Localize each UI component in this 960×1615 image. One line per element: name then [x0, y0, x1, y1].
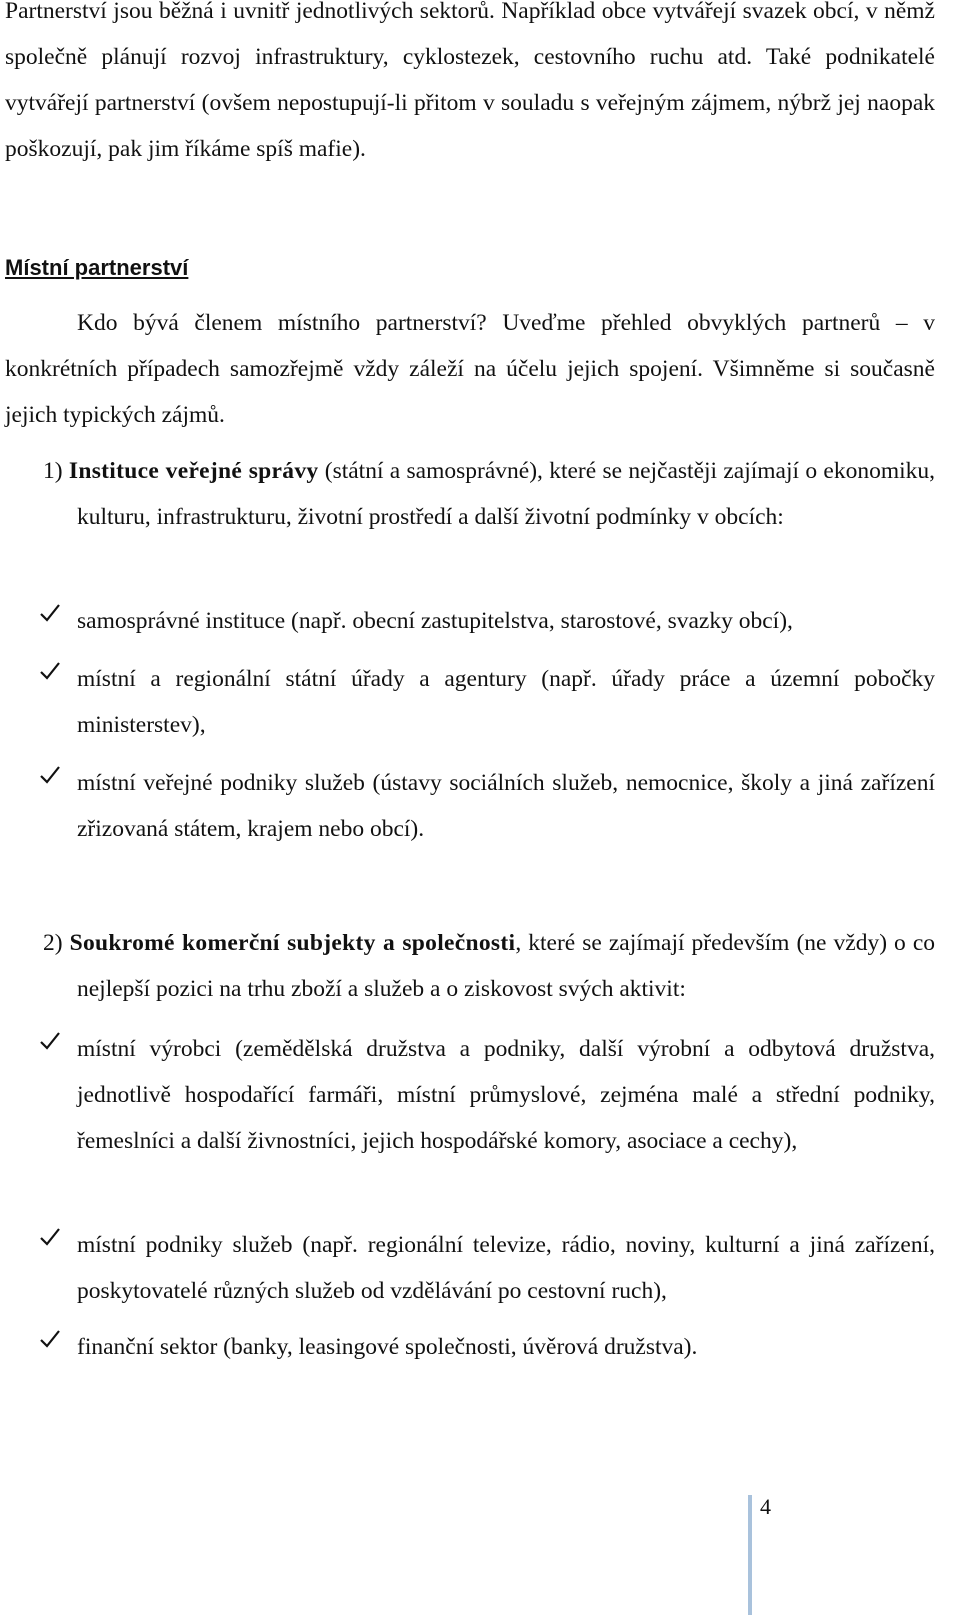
group1-list-item: [5, 598, 935, 644]
section-intro-paragraph: Kdo bývá členem místního partnerství? Uveďme přehled obvyklých partnerů – v konkrétních případech samozřejmě vždy záleží na účelu jejich spojení. Všimněme si současně jejich typických zájmů.: [5, 310, 935, 428]
group2-list-item: [5, 1026, 935, 1164]
check-icon: [39, 764, 61, 786]
group1-list-item-text: místní veřejné podniky služeb (ústavy sociálních služeb, nemocnice, školy a jiná zařízení zřizovaná státem, krajem nebo obcí).: [77, 770, 935, 842]
check-icon: [39, 660, 61, 682]
check-icon: [39, 1328, 61, 1350]
group2-text: , které se zajímají především (ne vždy) o co nejlepší pozici na trhu zboží a služeb a o ziskovost svých aktivit:: [77, 930, 936, 1002]
group2-list-item-text: místní výrobci (zemědělská družstva a podniky, další výrobní a odbytová družstva, jednotlivě hospodařící farmáři, místní průmyslové, zejména malé a střední podniky, řemeslníci a další živnostníci, jejich hospodářské komory, asociace a cechy),: [77, 1036, 935, 1154]
intro-paragraph: Partnerství jsou běžná i uvnitř jednotlivých sektorů. Například obce vytvářejí svazek obcí, v němž společně plánují rozvoj infrastruktury, cyklostezek, cestovního ruchu atd. Také podnikatelé vytvářejí partnerství (ovšem nepostupují-li přitom v souladu s veřejným zájmem, nýbrž jej naopak poškozují, pak jim říkáme spíš mafie).: [5, 0, 935, 162]
footer-divider: [748, 1495, 752, 1615]
check-icon: [39, 1226, 61, 1248]
group2-list-item-text: místní podniky služeb (např. regionální televize, rádio, noviny, kulturní a jiná zařízení, poskytovatelé různých služeb od vzdělávání po cestovní ruch),: [77, 1232, 935, 1304]
group2-list-item: [5, 1324, 935, 1370]
group1-heading-paragraph: [5, 448, 935, 540]
group1-text: (státní a samosprávné), které se nejčastěji zajímají o ekonomiku, kulturu, infrastrukturu, životní prostředí a další životní podmínky v obcích:: [77, 458, 936, 530]
group2-title: Soukromé komerční subjekty a společnosti: [69, 930, 516, 956]
group2-number: 2): [43, 930, 63, 956]
group1-list-item-text: místní a regionální státní úřady a agentury (např. úřady práce a územní pobočky ministerstev),: [77, 666, 935, 738]
group1-number: 1): [43, 458, 63, 484]
group1-list-item: [5, 760, 935, 852]
group1-list-item-text: samosprávné instituce (např. obecní zastupitelstva, starostové, svazky obcí),: [77, 608, 793, 634]
group2-heading-paragraph: [5, 920, 935, 1012]
page-number: 4: [760, 1494, 771, 1519]
group2-list-item-text: finanční sektor (banky, leasingové společnosti, úvěrová družstva).: [77, 1334, 698, 1360]
group1-title: Instituce veřejné správy: [68, 458, 319, 484]
check-icon: [39, 602, 61, 624]
section-heading: Místní partnerství: [5, 255, 189, 280]
check-icon: [39, 1030, 61, 1052]
group2-list-item: [5, 1222, 935, 1314]
group1-list-item: [5, 656, 935, 748]
